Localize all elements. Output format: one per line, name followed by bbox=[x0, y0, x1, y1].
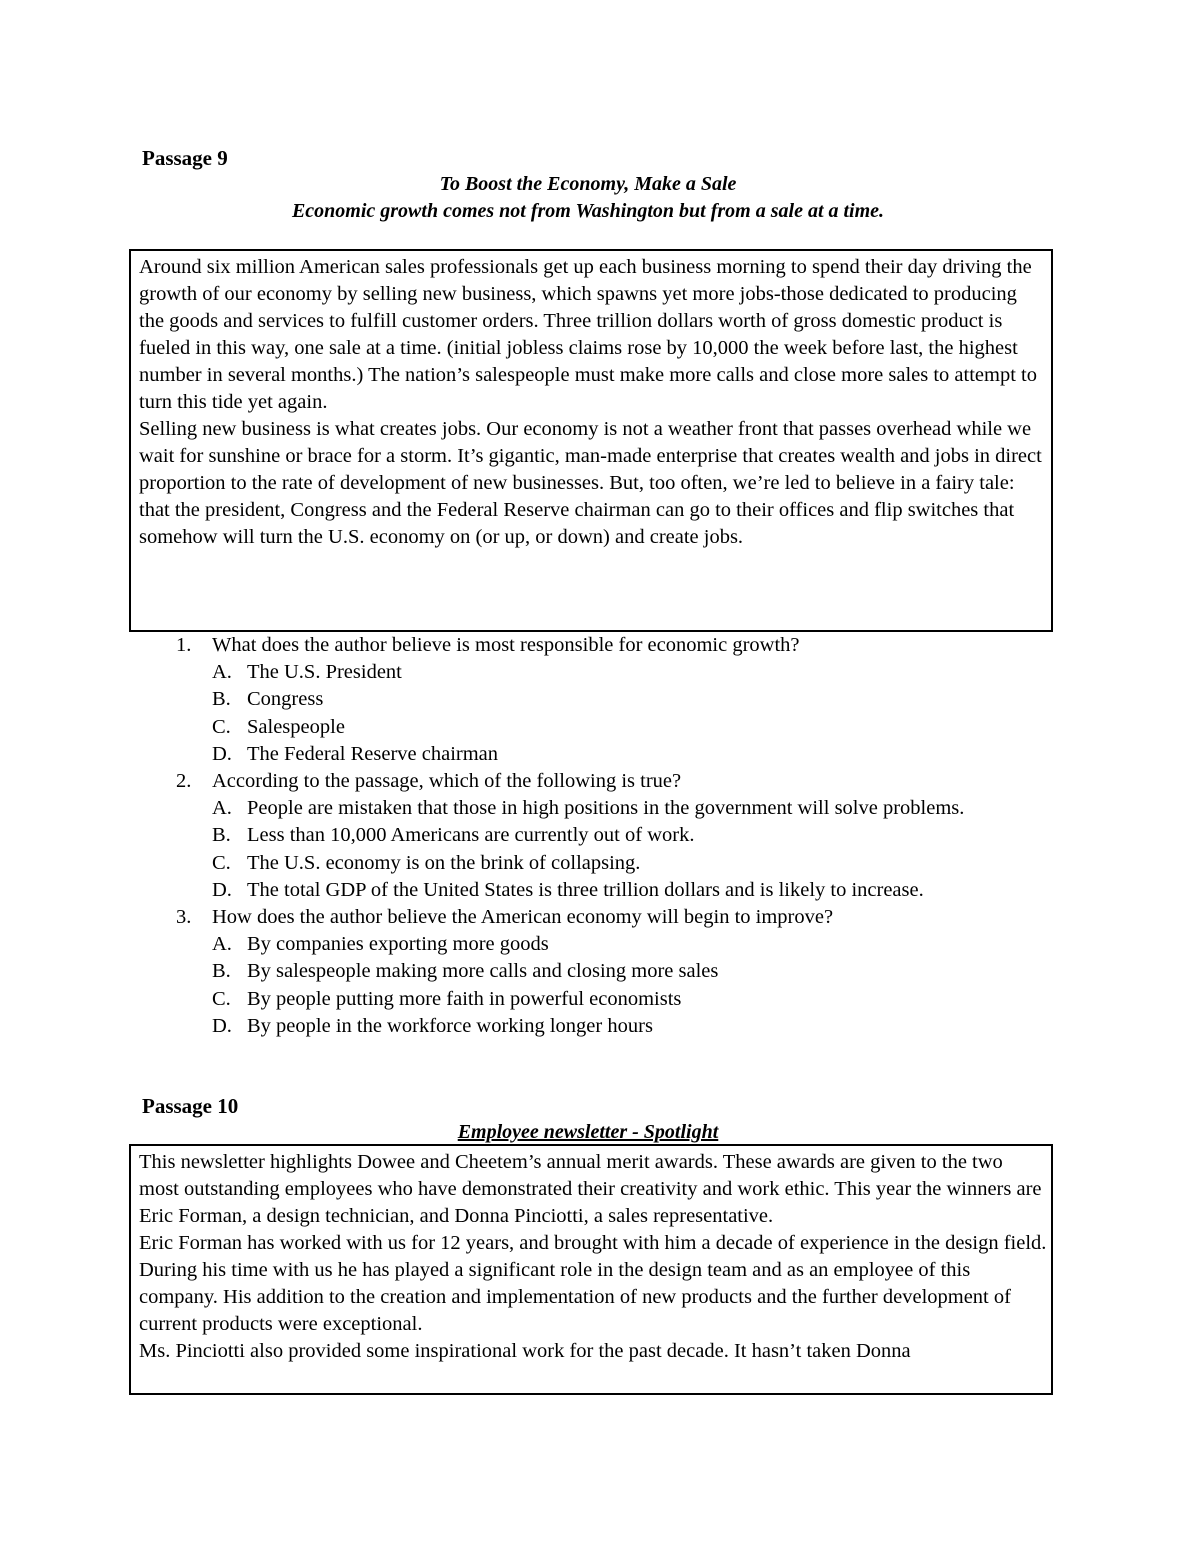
option-letter: A. bbox=[212, 933, 232, 956]
answer-option bbox=[212, 958, 1040, 985]
option-letter: C. bbox=[212, 715, 231, 738]
passage-10-title: Employee newsletter - Spotlight bbox=[457, 1121, 719, 1143]
question-item bbox=[170, 768, 1040, 904]
question-item bbox=[170, 904, 1040, 1040]
answer-option bbox=[212, 741, 1040, 768]
option-text: Less than 10,000 Americans are currently out of work. bbox=[247, 824, 695, 847]
option-text: The total GDP of the United States is three trillion dollars and is likely to increase. bbox=[247, 878, 924, 901]
passage-9-questions bbox=[170, 632, 1040, 1040]
option-letter: C. bbox=[212, 987, 231, 1010]
passage-10-text-box bbox=[129, 1144, 1053, 1395]
option-text: The U.S. President bbox=[247, 661, 402, 684]
question-number: 1. bbox=[176, 634, 192, 656]
option-letter: A. bbox=[212, 797, 232, 820]
passage-9-text-box bbox=[129, 249, 1053, 632]
answer-option bbox=[212, 877, 1040, 904]
passage-9-subtitle: Economic growth comes not from Washington but from a sale at a time. bbox=[291, 200, 885, 222]
option-text: By salespeople making more calls and closing more sales bbox=[247, 960, 719, 983]
option-text: The U.S. economy is on the brink of collapsing. bbox=[247, 851, 641, 874]
option-text: By people in the workforce working longer hours bbox=[247, 1014, 653, 1037]
answer-option bbox=[212, 931, 1040, 958]
question-text: How does the author believe the American economy will begin to improve? bbox=[212, 906, 834, 929]
question-item bbox=[170, 632, 1040, 768]
passage-9-heading: Passage 9 bbox=[142, 146, 228, 170]
answer-option bbox=[212, 1013, 1040, 1040]
answer-option bbox=[212, 714, 1040, 741]
option-letter: B. bbox=[212, 960, 231, 983]
option-letter: D. bbox=[212, 1014, 232, 1037]
option-text: People are mistaken that those in high positions in the government will solve problems. bbox=[247, 797, 965, 820]
passage-9-paragraph: Selling new business is what creates jobs. Our economy is not a weather front that passes overhead while we wait for sunshine or brace for a storm. It’s gigantic, man-made enterprise that creates wealth and jobs in direct proportion to the rate of development of new businesses. But, too often, we’re led to believe in a fairy tale: that the president, Congress and the Federal Reserve chairman can go to their offices and flip switches that somehow will turn the U.S. economy on (or up, or down) and create jobs. bbox=[139, 418, 1042, 548]
passage-10-heading: Passage 10 bbox=[142, 1094, 239, 1118]
option-text: Salespeople bbox=[247, 715, 345, 738]
option-letter: B. bbox=[212, 688, 231, 711]
answer-option bbox=[212, 686, 1040, 713]
passage-10-paragraph: Ms. Pinciotti also provided some inspirational work for the past decade. It hasn’t taken Donna bbox=[139, 1340, 911, 1362]
answer-options bbox=[212, 659, 1040, 768]
passage-9-title: To Boost the Economy, Make a Sale bbox=[439, 173, 737, 195]
question-number: 3. bbox=[176, 906, 192, 929]
question-text: According to the passage, which of the following is true? bbox=[212, 770, 682, 793]
answer-option bbox=[212, 659, 1040, 686]
option-letter: B. bbox=[212, 824, 231, 847]
answer-option bbox=[212, 986, 1040, 1013]
option-text: By companies exporting more goods bbox=[247, 933, 549, 956]
passage-10-paragraph: This newsletter highlights Dowee and Cheetem’s annual merit awards. These awards are given to the two most outstanding employees who have demonstrated their creativity and work ethic. This year the winners are Eric Forman, a design technician, and Donna Pinciotti, a sales representative. bbox=[139, 1151, 1042, 1227]
answer-options bbox=[212, 931, 1040, 1040]
option-letter: D. bbox=[212, 742, 232, 765]
passage-10-paragraph: Eric Forman has worked with us for 12 years, and brought with him a decade of experience in the design field. During his time with us he has played a significant role in the design team and as an employee of this company. His addition to the creation and implementation of new products and the further development of current products were exceptional. bbox=[139, 1232, 1047, 1335]
option-letter: C. bbox=[212, 851, 231, 874]
question-number: 2. bbox=[176, 770, 192, 793]
answer-option bbox=[212, 822, 1040, 849]
answer-option bbox=[212, 850, 1040, 877]
option-letter: A. bbox=[212, 661, 232, 684]
option-text: By people putting more faith in powerful economists bbox=[247, 987, 682, 1010]
option-text: The Federal Reserve chairman bbox=[247, 742, 499, 765]
option-text: Congress bbox=[247, 688, 324, 711]
question-text: What does the author believe is most responsible for economic growth? bbox=[212, 634, 800, 656]
passage-9-paragraph: Around six million American sales professionals get up each business morning to spend their day driving the growth of our economy by selling new business, which spawns yet more jobs-those dedicated to producing the goods and services to fulfill customer orders. Three trillion dollars worth of gross domestic product is fueled in this way, one sale at a time. (initial jobless claims rose by 10,000 the week before last, the highest number in several months.) The nation’s salespeople must make more calls and close more sales to attempt to turn this tide yet again. bbox=[139, 256, 1037, 413]
option-letter: D. bbox=[212, 878, 232, 901]
answer-option bbox=[212, 795, 1040, 822]
answer-options bbox=[212, 795, 1040, 904]
